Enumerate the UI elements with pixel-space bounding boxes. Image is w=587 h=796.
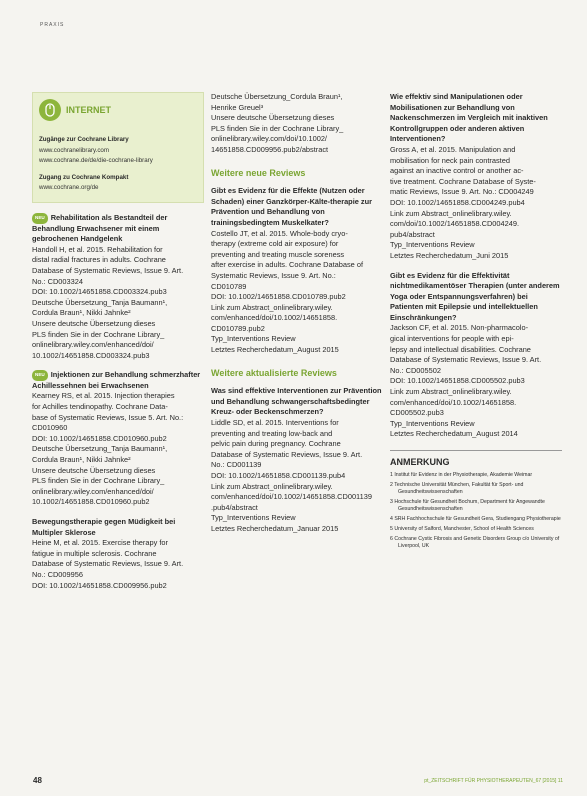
citation-line: DOI: 10.1002/14651858.CD004249.pub4 — [390, 197, 525, 207]
citation-line: Heine M, et al. 2015. Exercise therapy for — [32, 538, 168, 548]
citation-line: Typ_Interventions Review — [390, 240, 475, 250]
notes-list — [390, 472, 562, 550]
citation-line: Database of Systematic Reviews, Issue 9. Art. — [32, 559, 184, 569]
column-2 — [211, 92, 383, 544]
new-badge: NEU — [32, 370, 48, 381]
column-1 — [32, 92, 204, 600]
citation-line: DOI: 10.1002/14651858.CD003324.pub3 — [32, 287, 167, 297]
review-question: Was sind effektive Interventionen zur Prävention und Behandlung schwangerschaftsbedingter Kreuz- oder Beckenschmerzen? — [211, 386, 382, 417]
citation-line: for Achilles tendinopathy. Cochrane Data- — [32, 402, 168, 412]
citation-line: .pub4/abstract — [211, 502, 258, 512]
citation-line: DOI: 10.1002/14651858.CD010789.pub2 — [211, 292, 346, 302]
citation-line: com/enhanced/doi/10.1002/14651858.CD001139 — [211, 492, 372, 502]
citation-line: Unsere deutsche Übersetzung dieses — [211, 113, 335, 123]
citation-line: Link zum Abstract_onlinelibrary.wiley. — [211, 481, 333, 491]
citation-line: com/doi/10.1002/14651858.CD004249. — [390, 219, 520, 229]
citation-line: com/enhanced/doi/10.1002/14651858. — [390, 397, 517, 407]
citation-line: Unsere deutsche Übersetzung dieses — [32, 465, 156, 475]
citation-line: Cordula Braun¹, Nikki Jahnke² — [32, 455, 131, 465]
citation-line: tive treatment. Cochrane Database of Syste- — [390, 176, 536, 186]
citation-line: DOI: 10.1002/14651858.CD001139.pub4 — [211, 471, 346, 480]
citation-line: Link zum Abstract_onlinelibrary.wiley. — [390, 208, 512, 218]
review-entry — [211, 186, 383, 356]
note-item: 5 University of Salford, Manchester, School of Health Sciences — [390, 525, 534, 532]
citation-line: DOI: 10.1002/14651858.CD009956.pub2 — [32, 580, 167, 590]
citation-line: Link zum Abstract_onlinelibrary.wiley. — [211, 302, 333, 312]
citation-line: No.: CD001139 — [211, 460, 262, 470]
citation-line: Unsere deutsche Übersetzung dieses — [32, 318, 156, 328]
review-question: Wie effektiv sind Manipulationen oder Mobilisationen zur Behandlung von Nackenschmerzen im Vergleich mit inaktiven Kontrollgruppen oder anderen aktiven Interventionen? — [390, 92, 548, 144]
review-entry — [390, 271, 562, 441]
mouse-icon — [39, 99, 61, 121]
citation-line: Handoll H, et al. 2015. Rehabilitation for — [32, 244, 163, 254]
review-question: Gibt es Evidenz für die Effekte (Nutzen oder Schaden) einer Ganzkörper-Kälte-therapie zur Prävention und Behandlung von trainingsbedingtem Muskelkater? — [211, 186, 372, 227]
citation-line: Cordula Braun¹, Nikki Jahnke² — [32, 308, 131, 318]
citation-line: Database of Systematic Reviews, Issue 9. Art. — [390, 355, 542, 365]
review-title — [32, 370, 204, 391]
citation-line: Deutsche Übersetzung_Tanja Baumann¹, — [32, 444, 168, 454]
citation-line: PLS finden Sie in der Cochrane Library_ — [32, 329, 165, 339]
citation-line: Letztes Recherchedatum_Juni 2015 — [390, 250, 509, 260]
citation-line: Deutsche Übersetzung_Tanja Baumann¹, — [32, 297, 168, 307]
note-item: 2 Technische Universität München, Fakultät für Sport- und Gesundheitswissenschaften — [390, 481, 524, 495]
citation-line: Henrike Greuel³ — [211, 102, 264, 112]
review-title-text: Bewegungstherapie gegen Müdigkeit bei Multipler Sklerose — [32, 517, 176, 537]
note-item: 4 SRH Fachhochschule für Gesundheit Gera, Studiengang Physiotherapie — [390, 515, 561, 522]
citation-line: preventing and treating muscle soreness — [211, 249, 345, 259]
citation-line: No.: CD003324 — [32, 276, 83, 286]
review-entry — [32, 213, 204, 361]
citation-line: DOI: 10.1002/14651858.CD005502.pub3 — [390, 376, 525, 386]
citation-line: lepsy and intellectual disabilities. Cochrane — [390, 344, 531, 354]
citation-line: Costello JT, et al. 2015. Whole-body cryo- — [211, 228, 348, 238]
review-entry — [32, 517, 204, 591]
citation-line: Database of Systematic Reviews, Issue 9. Art. — [32, 265, 184, 275]
review-entry — [390, 92, 562, 262]
citation-line: 10.1002/14651858.CD003324.pub3 — [32, 350, 150, 360]
citation-line: onlinelibrary.wiley.com/enhanced/doi/ — [32, 340, 154, 350]
citation-line: onlinelibrary.wiley.com/doi/10.1002/ — [211, 134, 327, 144]
citation-line: PLS finden Sie in der Cochrane Library_ — [32, 476, 165, 486]
citation-line: 14651858.CD009956.pub2/abstract — [211, 144, 329, 154]
page-number: 48 — [33, 776, 42, 785]
citation-line: Jackson CF, et al. 2015. Non-pharmacolo- — [390, 323, 529, 333]
citation-line: CD010960 — [32, 423, 68, 433]
new-badge: NEU — [32, 213, 48, 224]
citation-line: matic Reviews, Issue 9. Art. No.: CD004249 — [390, 187, 534, 197]
note-item: 3 Hochschule für Gesundheit Bochum, Department für Angewandte Gesundheitswissenschaften — [390, 498, 545, 512]
internet-infobox — [32, 92, 204, 203]
section-heading-new: Weitere neue Reviews — [211, 167, 306, 178]
citation-line: Typ_Interventions Review — [211, 334, 296, 344]
citation-line: fatigue in multiple sclerosis. Cochrane — [32, 548, 157, 558]
citation-line: therapy (extreme cold air exposure) for — [211, 239, 339, 249]
section-label: PRAXIS — [40, 22, 65, 28]
citation-line: No.: CD009956 — [32, 569, 83, 579]
citation-line: PLS finden Sie in der Cochrane Library_ — [211, 123, 344, 133]
citation-line: CD005502.pub3 — [390, 408, 444, 418]
review-title-text: Injektionen zur Behandlung schmerzhafter Achillessehnen bei Erwachsenen — [32, 370, 201, 390]
citation-line: pelvic pain during pregnancy. Cochrane — [211, 439, 341, 449]
review-title — [32, 517, 204, 538]
notes-title: ANMERKUNG — [390, 450, 562, 468]
citation-line: DOI: 10.1002/14651858.CD010960.pub2 — [32, 433, 167, 443]
citation-line: Gross A, et al. 2015. Manipulation and — [390, 144, 516, 154]
infobox-link[interactable]: www.cochrane.org/de — [39, 184, 99, 192]
citation-line: Liddle SD, et al. 2015. Interventions for — [211, 418, 339, 428]
citation-line: Database of Systematic Reviews, Issue 9. Art. — [211, 449, 363, 459]
review-entry — [32, 370, 204, 508]
citation-line: after exercise in adults. Cochrane Database of — [211, 260, 364, 270]
citation-line: Letztes Recherchedatum_August 2014 — [390, 429, 518, 439]
citation-line: CD010789 — [211, 281, 247, 291]
section-heading-updated: Weitere aktualisierte Reviews — [211, 367, 337, 378]
citation-line: Letztes Recherchedatum_August 2015 — [211, 345, 339, 355]
infobox-label-2: Zugang zu Cochrane Kompakt — [39, 173, 129, 181]
citation-line: distal radial fractures in adults. Cochrane — [32, 255, 166, 265]
review-question: Gibt es Evidenz für die Effektivität nichtmedikamentöser Therapien (unter anderem Yoga oder Entspannungsverfahren) bei Patienten mit Epilepsie und intellektuellen Einschränkungen? — [390, 270, 560, 322]
infobox-title: INTERNET — [66, 104, 111, 115]
infobox-label-1: Zugänge zur Cochrane Library — [39, 136, 129, 143]
citation-line: 10.1002/14651858.CD010960.pub2 — [32, 497, 150, 507]
citation-line: com/enhanced/doi/10.1002/14651858. — [211, 313, 338, 323]
citation-line: onlinelibrary.wiley.com/enhanced/doi/ — [32, 486, 154, 496]
citation-line: Letztes Recherchedatum_Januar 2015 — [211, 523, 339, 533]
review-title-text: Rehabilitation als Bestandteil der Behandlung Erwachsener mit einem gebrochenen Handgelenk — [32, 212, 168, 244]
citation-line: No.: CD005502 — [390, 365, 441, 375]
citation-line: Kearney RS, et al. 2015. Injection therapies — [32, 391, 175, 401]
infobox-link[interactable]: www.cochrane.de/de/die-cochrane-library — [39, 157, 153, 165]
citation-line: Typ_Interventions Review — [211, 513, 296, 523]
review-entry — [211, 386, 383, 534]
citation-line: base of Systematic Reviews, Issue 5. Art. No.: — [32, 412, 184, 422]
infobox-link[interactable]: www.cochranelibrary.com — [39, 146, 110, 154]
citation-line: preventing and treating low-back and — [211, 428, 333, 438]
citation-line: pub4/abstract — [390, 229, 435, 239]
citation-line: mobilisation for neck pain contrasted — [390, 155, 510, 165]
citation-line: Deutsche Übersetzung_Cordula Braun¹, — [211, 92, 343, 101]
journal-footer: pt_ZEITSCHRIFT FÜR PHYSIOTHERAPEUTEN_67 [2015] 11 — [424, 778, 563, 784]
note-item: 6 Cochrane Cystic Fibrosis and Genetic Disorders Group c/o University of Liverpool, UK — [390, 535, 560, 549]
citation-line: Systematic Reviews, Issue 9. Art. No.: — [211, 270, 336, 280]
citation-line: Typ_Interventions Review — [390, 418, 475, 428]
citation-line: gical interventions for people with epi- — [390, 334, 514, 344]
note-item: 1 Institut für Evidenz in der Physiotherapie, Akademie Weimar — [390, 471, 533, 478]
citation-line: Link zum Abstract_onlinelibrary.wiley. — [390, 387, 512, 397]
column-3 — [390, 92, 562, 553]
citation-line: against an inactive control or another ac- — [390, 166, 524, 176]
review-title — [32, 213, 204, 245]
citation-line: CD010789.pub2 — [211, 323, 265, 333]
